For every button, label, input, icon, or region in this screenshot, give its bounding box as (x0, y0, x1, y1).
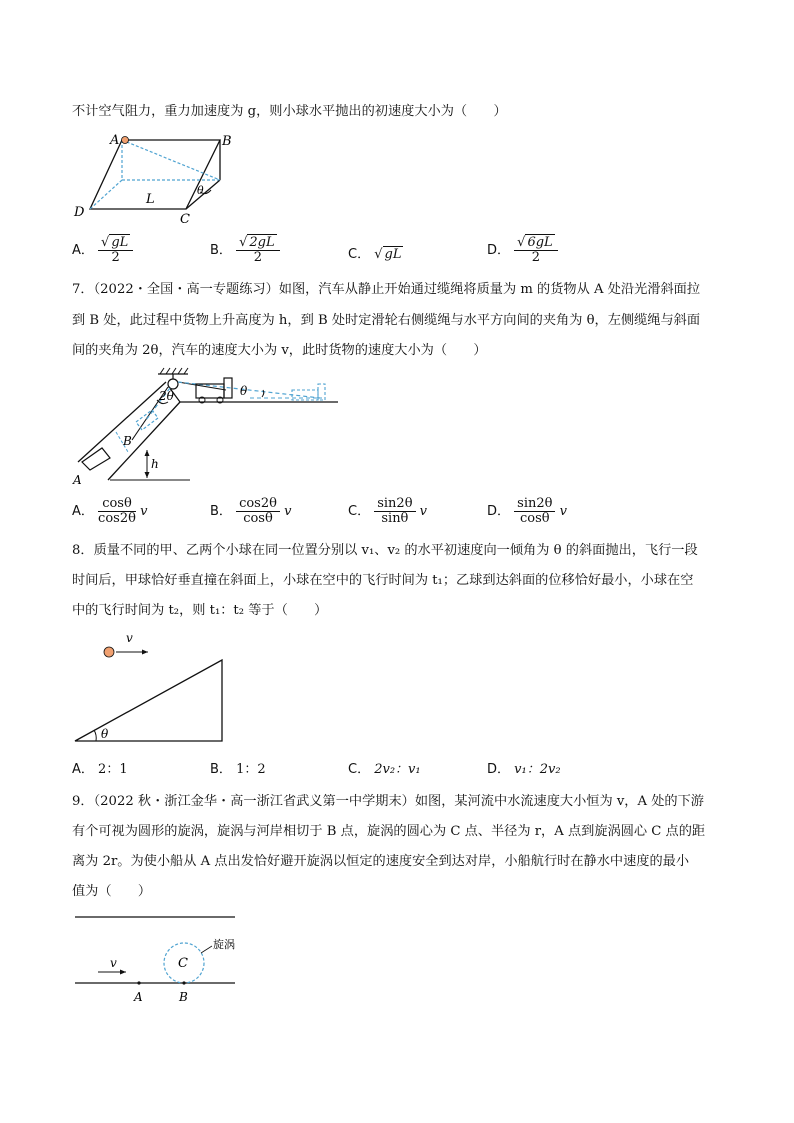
q9-figure-river (70, 908, 250, 1008)
q6-label-A: A (110, 133, 120, 148)
q7-choice-a[interactable]: A． $\frac{\cos\theta}{\cos 2\theta}$ v (72, 496, 148, 526)
q6-figure-cuboid (70, 130, 250, 225)
q8-label-v: v (126, 631, 133, 645)
q6-choice-c[interactable]: C． √ gL (348, 247, 402, 262)
q8-stem-line-1: 8．质量不同的甲、乙两个小球在同一位置分别以 v₁、v₂ 的水平初速度向一倾角为 θ 的斜面抛出，飞行一段 (72, 543, 698, 558)
q6-label-D: D (74, 205, 85, 220)
q7-label-two-theta: 2θ (159, 389, 174, 403)
q7-choice-c[interactable]: C． $\frac{\sin 2\theta}{\sin\theta}$ v (348, 496, 428, 526)
q7-stem-line-3: 间的夹角为 2θ，汽车的速度大小为 v，此时货物的速度大小为（ ） (72, 343, 487, 358)
q9-stem-line-4: 值为（ ） (72, 884, 152, 899)
q7-stem-line-2: 到 B 处，此过程中货物上升高度为 h，到 B 处时定滑轮右侧缆绳与水平方向间的夹角为 θ，左侧缆绳与斜面 (72, 313, 701, 328)
q8-figure-slope (70, 624, 230, 746)
q9-stem-line-2: 有个可视为圆形的旋涡，旋涡与河岸相切于 B 点，旋涡的圆心为 C 点、半径为 r，A 点到旋涡圆心 C 点的距 (72, 824, 706, 839)
q8-choice-b[interactable]: B． 1：2 (210, 762, 266, 777)
q6-choice-d[interactable]: D． $\frac{√ 6gL}{2}$ (487, 236, 558, 265)
q8-choice-d[interactable]: D． v₁：2v₂ (487, 762, 561, 777)
q7-label-h: h (151, 457, 159, 471)
q6-choice-a[interactable]: A． $\frac{√ gL}{2}$ (72, 236, 133, 265)
q7-label-theta: θ (240, 384, 248, 398)
q8-choice-c[interactable]: C． 2v₂：v₁ (348, 762, 421, 777)
q7-figure-incline-car (70, 362, 350, 490)
q6-choice-b[interactable]: B． $\frac{√ 2gL}{2}$ (210, 236, 280, 265)
q6-label-C: C (180, 212, 190, 225)
q8-stem-line-2: 时间后，甲球恰好垂直撞在斜面上，小球在空中的飞行时间为 t₁；乙球到达斜面的位移恰好最小，小球在空 (72, 573, 694, 588)
q9-label-A: A (134, 990, 143, 1004)
q7-choice-b[interactable]: B． $\frac{\cos 2\theta}{\cos\theta}$ v (210, 496, 292, 526)
q6-label-L: L (146, 192, 155, 207)
q7-label-A: A (73, 473, 82, 487)
q7-choice-d[interactable]: D． $\frac{\sin 2\theta}{\cos\theta}$ v (487, 496, 567, 526)
q9-label-C: C (178, 956, 188, 971)
q6-label-theta: θ (197, 184, 204, 197)
q8-label-theta: θ (101, 727, 109, 741)
q9-stem-line-1: 9．（2022 秋・浙江金华・高一浙江省武义第一中学期末）如图，某河流中水流速度大小恒为 v，A 处的下游 (72, 794, 704, 809)
q9-label-B: B (179, 990, 188, 1004)
q7-stem-line-1: 7．（2022・全国・高一专题练习）如图，汽车从静止开始通过缆绳将质量为 m 的货物从 A 处沿光滑斜面拉 (72, 282, 701, 297)
q8-stem-line-3: 中的飞行时间为 t₂，则 t₁：t₂ 等于（ ） (72, 603, 328, 618)
q8-choice-a[interactable]: A． 2：1 (72, 762, 128, 777)
q9-label-v: v (110, 956, 117, 970)
q6-stem-line: 不计空气阻力，重力加速度为 g，则小球水平抛出的初速度大小为（ ） (72, 104, 507, 119)
q9-label-vortex: 旋涡 (213, 938, 235, 951)
q9-stem-line-3: 离为 2r。为使小船从 A 点出发恰好避开旋涡以恒定的速度安全到达对岸，小船航行时在静水中速度的最小 (72, 854, 690, 869)
q6-label-B: B (222, 134, 232, 149)
q7-label-B: B (123, 434, 132, 448)
